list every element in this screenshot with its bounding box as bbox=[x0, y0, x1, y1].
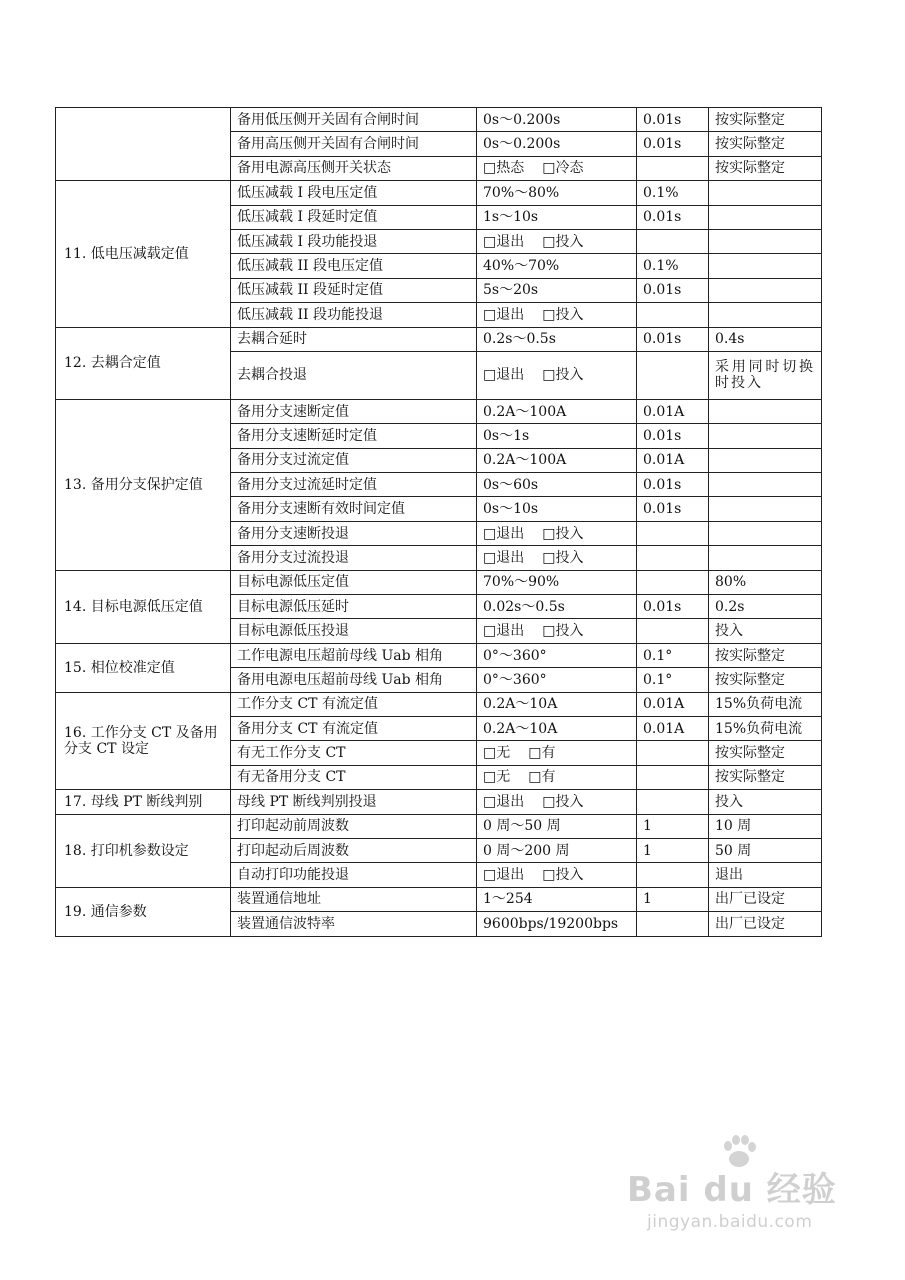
setting-step: 0.01A bbox=[637, 692, 709, 716]
setting-note bbox=[709, 424, 822, 448]
checkbox-icon: □ bbox=[542, 793, 556, 810]
setting-options bbox=[477, 229, 637, 253]
section-title: 15. 相位校准定值 bbox=[56, 643, 231, 692]
setting-step: 0.01s bbox=[637, 424, 709, 448]
setting-range: 0s～0.200s bbox=[477, 132, 637, 156]
setting-range: 0.02s～0.5s bbox=[477, 595, 637, 619]
setting-range: 0s～1s bbox=[477, 424, 637, 448]
option-checkbox bbox=[483, 623, 524, 639]
settings-table bbox=[55, 107, 822, 937]
setting-name: 备用分支速断投退 bbox=[231, 521, 477, 545]
checkbox-icon: □ bbox=[542, 867, 556, 884]
setting-note: 退出 bbox=[709, 863, 822, 887]
setting-name: 低压减载 I 段电压定值 bbox=[231, 181, 477, 205]
setting-options bbox=[477, 619, 637, 643]
setting-step: 0.1° bbox=[637, 668, 709, 692]
setting-name: 备用电源电压超前母线 Uab 相角 bbox=[231, 668, 477, 692]
checkbox-icon: □ bbox=[542, 306, 556, 323]
setting-note: 按实际整定 bbox=[709, 765, 822, 789]
setting-note: 投入 bbox=[709, 790, 822, 814]
option-label: 退出 bbox=[496, 623, 525, 640]
setting-options bbox=[477, 863, 637, 887]
setting-note bbox=[709, 399, 822, 423]
setting-step bbox=[637, 570, 709, 594]
setting-range: 0.2A～10A bbox=[477, 716, 637, 740]
setting-note: 按实际整定 bbox=[709, 668, 822, 692]
option-checkbox bbox=[542, 234, 583, 250]
checkbox-icon: □ bbox=[542, 623, 556, 640]
setting-name: 去耦合投退 bbox=[231, 351, 477, 399]
checkbox-icon: □ bbox=[483, 367, 497, 384]
checkbox-icon: □ bbox=[542, 549, 556, 566]
setting-options bbox=[477, 765, 637, 789]
setting-options bbox=[477, 546, 637, 570]
checkbox-icon: □ bbox=[542, 160, 556, 177]
setting-step bbox=[637, 912, 709, 936]
setting-step bbox=[637, 619, 709, 643]
setting-name: 备用电源高压侧开关状态 bbox=[231, 156, 477, 180]
option-checkbox bbox=[542, 794, 583, 810]
setting-note: 10 周 bbox=[709, 814, 822, 838]
section-title: 16. 工作分支 CT 及备用分支 CT 设定 bbox=[56, 692, 231, 790]
setting-name: 工作分支 CT 有流定值 bbox=[231, 692, 477, 716]
setting-range: 0.2s～0.5s bbox=[477, 327, 637, 351]
setting-step: 0.01s bbox=[637, 473, 709, 497]
checkbox-icon: □ bbox=[483, 160, 497, 177]
table-row bbox=[56, 399, 822, 423]
setting-step: 1 bbox=[637, 838, 709, 862]
option-label: 退出 bbox=[496, 549, 525, 566]
table-row bbox=[56, 692, 822, 716]
setting-note bbox=[709, 181, 822, 205]
option-checkbox bbox=[483, 367, 524, 383]
setting-step: 0.01s bbox=[637, 327, 709, 351]
setting-name: 备用分支速断有效时间定值 bbox=[231, 497, 477, 521]
setting-note: 按实际整定 bbox=[709, 132, 822, 156]
section-title: 11. 低电压减载定值 bbox=[56, 181, 231, 327]
setting-step: 0.01s bbox=[637, 108, 709, 132]
setting-name: 去耦合延时 bbox=[231, 327, 477, 351]
option-checkbox bbox=[542, 367, 583, 383]
checkbox-icon: □ bbox=[483, 623, 497, 640]
setting-name: 备用分支速断延时定值 bbox=[231, 424, 477, 448]
checkbox-icon: □ bbox=[483, 525, 497, 542]
checkbox-icon: □ bbox=[483, 745, 497, 762]
table-row bbox=[56, 570, 822, 594]
option-label: 无 bbox=[496, 769, 511, 786]
setting-step: 0.01s bbox=[637, 205, 709, 229]
setting-name: 有无备用分支 CT bbox=[231, 765, 477, 789]
option-checkbox bbox=[542, 160, 583, 176]
section-title: 12. 去耦合定值 bbox=[56, 327, 231, 399]
checkbox-icon: □ bbox=[542, 233, 556, 250]
setting-step: 1 bbox=[637, 887, 709, 911]
option-checkbox bbox=[483, 794, 524, 810]
setting-name: 自动打印功能投退 bbox=[231, 863, 477, 887]
setting-range: 0s～60s bbox=[477, 473, 637, 497]
setting-note: 按实际整定 bbox=[709, 156, 822, 180]
setting-step bbox=[637, 521, 709, 545]
setting-options bbox=[477, 790, 637, 814]
option-label: 有 bbox=[541, 769, 556, 786]
setting-range: 5s～20s bbox=[477, 278, 637, 302]
watermark-logo: Bai du 经验 bbox=[627, 1170, 837, 1210]
setting-note: 按实际整定 bbox=[709, 108, 822, 132]
setting-step bbox=[637, 229, 709, 253]
setting-range: 70%～80% bbox=[477, 181, 637, 205]
option-label: 热态 bbox=[496, 160, 525, 177]
setting-note: 按实际整定 bbox=[709, 741, 822, 765]
setting-name: 低压减载 II 段电压定值 bbox=[231, 254, 477, 278]
option-checkbox bbox=[542, 623, 583, 639]
setting-range: 0.2A～100A bbox=[477, 399, 637, 423]
setting-options bbox=[477, 351, 637, 399]
setting-name: 母线 PT 断线判别投退 bbox=[231, 790, 477, 814]
setting-range: 70%～90% bbox=[477, 570, 637, 594]
setting-step: 0.01A bbox=[637, 716, 709, 740]
setting-name: 打印起动前周波数 bbox=[231, 814, 477, 838]
checkbox-icon: □ bbox=[528, 745, 542, 762]
setting-note: 15%负荷电流 bbox=[709, 716, 822, 740]
setting-options bbox=[477, 156, 637, 180]
setting-note bbox=[709, 254, 822, 278]
watermark-url: jingyan.baidu.com bbox=[647, 1212, 813, 1232]
setting-note: 出厂已设定 bbox=[709, 887, 822, 911]
option-checkbox bbox=[483, 307, 524, 323]
setting-note bbox=[709, 278, 822, 302]
option-checkbox bbox=[483, 867, 524, 883]
setting-name: 备用低压侧开关固有合闸时间 bbox=[231, 108, 477, 132]
setting-note: 按实际整定 bbox=[709, 643, 822, 667]
section-title: 19. 通信参数 bbox=[56, 887, 231, 936]
option-label: 投入 bbox=[555, 306, 584, 323]
setting-note bbox=[709, 205, 822, 229]
setting-note bbox=[709, 229, 822, 253]
setting-name: 备用分支速断定值 bbox=[231, 399, 477, 423]
setting-range: 0.2A～100A bbox=[477, 448, 637, 472]
setting-range: 0°～360° bbox=[477, 643, 637, 667]
checkbox-icon: □ bbox=[483, 769, 497, 786]
setting-note: 投入 bbox=[709, 619, 822, 643]
option-label: 退出 bbox=[496, 793, 525, 810]
setting-note bbox=[709, 546, 822, 570]
setting-range: 9600bps/19200bps bbox=[477, 912, 637, 936]
option-label: 无 bbox=[496, 745, 511, 762]
setting-name: 备用高压侧开关固有合闸时间 bbox=[231, 132, 477, 156]
checkbox-icon: □ bbox=[483, 793, 497, 810]
checkbox-icon: □ bbox=[483, 867, 497, 884]
setting-step: 0.01s bbox=[637, 595, 709, 619]
setting-name: 目标电源低压投退 bbox=[231, 619, 477, 643]
setting-note: 采用同时切换时投入 bbox=[709, 351, 822, 399]
checkbox-icon: □ bbox=[542, 525, 556, 542]
setting-name: 装置通信波特率 bbox=[231, 912, 477, 936]
setting-name: 低压减载 I 段功能投退 bbox=[231, 229, 477, 253]
setting-step: 0.01s bbox=[637, 278, 709, 302]
setting-step bbox=[637, 546, 709, 570]
setting-step: 0.01A bbox=[637, 448, 709, 472]
setting-step: 0.1% bbox=[637, 181, 709, 205]
option-checkbox bbox=[483, 526, 524, 542]
option-label: 投入 bbox=[555, 793, 584, 810]
option-label: 有 bbox=[541, 745, 556, 762]
option-checkbox bbox=[483, 234, 524, 250]
option-label: 投入 bbox=[555, 623, 584, 640]
setting-name: 打印起动后周波数 bbox=[231, 838, 477, 862]
section-title bbox=[56, 108, 231, 181]
setting-step bbox=[637, 156, 709, 180]
section-title: 18. 打印机参数设定 bbox=[56, 814, 231, 887]
setting-name: 备用分支过流延时定值 bbox=[231, 473, 477, 497]
option-checkbox bbox=[542, 526, 583, 542]
setting-step: 1 bbox=[637, 814, 709, 838]
option-label: 投入 bbox=[555, 867, 584, 884]
setting-name: 低压减载 II 段延时定值 bbox=[231, 278, 477, 302]
setting-range: 0.2A～10A bbox=[477, 692, 637, 716]
setting-step: 0.01s bbox=[637, 132, 709, 156]
setting-note: 0.2s bbox=[709, 595, 822, 619]
setting-note bbox=[709, 497, 822, 521]
table-row bbox=[56, 327, 822, 351]
setting-name: 备用分支过流定值 bbox=[231, 448, 477, 472]
setting-name: 目标电源低压定值 bbox=[231, 570, 477, 594]
option-label: 退出 bbox=[496, 367, 525, 384]
option-checkbox bbox=[542, 307, 583, 323]
checkbox-icon: □ bbox=[483, 549, 497, 566]
option-checkbox bbox=[528, 769, 555, 785]
setting-step bbox=[637, 303, 709, 327]
option-checkbox bbox=[542, 867, 583, 883]
setting-range: 0s～0.200s bbox=[477, 108, 637, 132]
setting-range: 0 周～50 周 bbox=[477, 814, 637, 838]
setting-step: 0.01A bbox=[637, 399, 709, 423]
setting-step bbox=[637, 741, 709, 765]
setting-options bbox=[477, 303, 637, 327]
setting-name: 工作电源电压超前母线 Uab 相角 bbox=[231, 643, 477, 667]
option-label: 冷态 bbox=[555, 160, 584, 177]
setting-note bbox=[709, 303, 822, 327]
checkbox-icon: □ bbox=[528, 769, 542, 786]
table-row bbox=[56, 814, 822, 838]
setting-name: 低压减载 II 段功能投退 bbox=[231, 303, 477, 327]
setting-range: 0s～10s bbox=[477, 497, 637, 521]
option-checkbox bbox=[483, 769, 510, 785]
checkbox-icon: □ bbox=[483, 233, 497, 250]
setting-name: 备用分支 CT 有流定值 bbox=[231, 716, 477, 740]
setting-range: 40%～70% bbox=[477, 254, 637, 278]
setting-step bbox=[637, 765, 709, 789]
setting-note: 80% bbox=[709, 570, 822, 594]
setting-range: 1～254 bbox=[477, 887, 637, 911]
setting-step: 0.01s bbox=[637, 497, 709, 521]
option-label: 投入 bbox=[555, 367, 584, 384]
setting-note: 15%负荷电流 bbox=[709, 692, 822, 716]
setting-step bbox=[637, 863, 709, 887]
option-label: 投入 bbox=[555, 233, 584, 250]
baidu-jingyan-watermark bbox=[627, 1132, 847, 1242]
option-checkbox bbox=[483, 550, 524, 566]
setting-step bbox=[637, 790, 709, 814]
setting-name: 低压减载 I 段延时定值 bbox=[231, 205, 477, 229]
table-row bbox=[56, 887, 822, 911]
table-row bbox=[56, 108, 822, 132]
setting-range: 0 周～200 周 bbox=[477, 838, 637, 862]
setting-note: 出厂已设定 bbox=[709, 912, 822, 936]
option-checkbox bbox=[483, 160, 524, 176]
section-title: 14. 目标电源低压定值 bbox=[56, 570, 231, 643]
table-row bbox=[56, 790, 822, 814]
setting-step: 0.1° bbox=[637, 643, 709, 667]
setting-note bbox=[709, 473, 822, 497]
option-label: 投入 bbox=[555, 549, 584, 566]
setting-step bbox=[637, 351, 709, 399]
setting-step: 0.1% bbox=[637, 254, 709, 278]
option-label: 退出 bbox=[496, 525, 525, 542]
setting-note: 0.4s bbox=[709, 327, 822, 351]
option-checkbox bbox=[542, 550, 583, 566]
option-checkbox bbox=[483, 745, 510, 761]
setting-options bbox=[477, 521, 637, 545]
setting-name: 目标电源低压延时 bbox=[231, 595, 477, 619]
setting-note bbox=[709, 521, 822, 545]
setting-range: 1s～10s bbox=[477, 205, 637, 229]
option-label: 退出 bbox=[496, 233, 525, 250]
setting-range: 0°～360° bbox=[477, 668, 637, 692]
table-row bbox=[56, 643, 822, 667]
checkbox-icon: □ bbox=[483, 306, 497, 323]
option-checkbox bbox=[528, 745, 555, 761]
setting-note bbox=[709, 448, 822, 472]
setting-note: 50 周 bbox=[709, 838, 822, 862]
checkbox-icon: □ bbox=[542, 367, 556, 384]
section-title: 17. 母线 PT 断线判别 bbox=[56, 790, 231, 814]
setting-name: 备用分支过流投退 bbox=[231, 546, 477, 570]
option-label: 退出 bbox=[496, 867, 525, 884]
settings-table-body bbox=[56, 108, 822, 937]
table-row bbox=[56, 181, 822, 205]
setting-name: 有无工作分支 CT bbox=[231, 741, 477, 765]
setting-name: 装置通信地址 bbox=[231, 887, 477, 911]
option-label: 投入 bbox=[555, 525, 584, 542]
section-title: 13. 备用分支保护定值 bbox=[56, 399, 231, 570]
setting-options bbox=[477, 741, 637, 765]
option-label: 退出 bbox=[496, 306, 525, 323]
